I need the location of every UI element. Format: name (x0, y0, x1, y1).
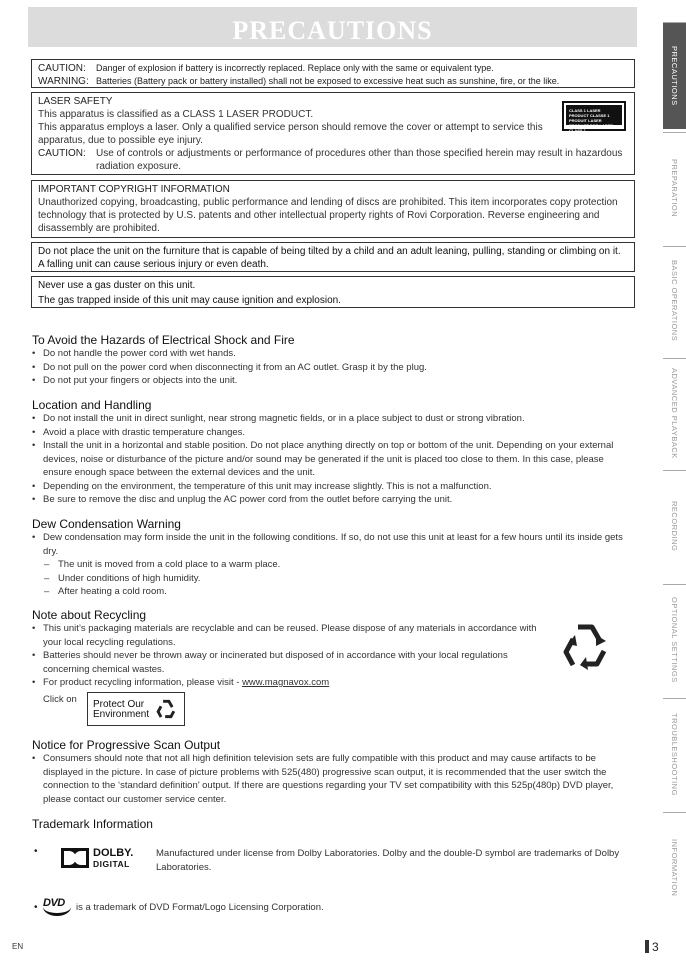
tab-preparation[interactable] (663, 132, 686, 243)
click-on-label: Click on (43, 694, 77, 705)
copyright-box (31, 180, 635, 238)
tab-information[interactable] (663, 812, 686, 923)
gas-line1: Never use a gas duster on this unit. (38, 280, 196, 291)
location-list (32, 412, 632, 507)
list-item: • Do not put your fingers or objects into the unit. (32, 374, 632, 388)
copyright-text: Unauthorized copying, broadcasting, public performance and lending of discs are prohibited. This item incorporates copy protection technology that is protected by U.S. patents and other intellectual property rights of Rovi Corporation. Reverse engineering and disassembly are prohibited. (38, 197, 618, 234)
list-item: • Dew condensation may form inside the unit in the following conditions. If so, do not use this unit at least for a few hours until its inside gets dry. (32, 531, 632, 558)
language-code: EN (12, 942, 24, 951)
shock-heading: To Avoid the Hazards of Electrical Shock and Fire (32, 333, 295, 347)
laser-class-label (562, 101, 626, 131)
dew-heading: Dew Condensation Warning (32, 517, 181, 531)
tab-optional-settings[interactable] (663, 584, 686, 695)
list-item: • Install the unit in a horizontal and stable position. Do not place anything directly on top or bottom of the unit. Depending on your external devices, noise or disturbance of the picture and/or sound may be generated if the unit is placed too close to them. In this case, please ensure enough space between the external devices and the unit. (32, 439, 632, 480)
list-item: • Do not install the unit in direct sunlight, near strong magnetic fields, or in a place subject to dust or strong vibration. (32, 412, 632, 426)
bullet: • (34, 902, 38, 913)
recycle-small-icon (154, 698, 178, 722)
tilt-warning-box (31, 242, 635, 272)
dolby-logo (59, 846, 135, 870)
trademark-heading: Trademark Information (32, 817, 153, 831)
dew-list (32, 531, 632, 599)
tab-label: BASIC OPERATIONS (670, 260, 679, 342)
tab-troubleshooting[interactable] (663, 698, 686, 809)
recycling-heading: Note about Recycling (32, 608, 147, 622)
protect-line1: Protect Our (93, 699, 145, 710)
copyright-heading: IMPORTANT COPYRIGHT INFORMATION (38, 184, 230, 195)
list-item: • Batteries should never be thrown away or incinerated but disposed of in accordance with your local regulations concerning chemical wastes. (32, 649, 542, 676)
page-number: 3 (652, 940, 659, 954)
magnavox-link[interactable]: www.magnavox.com (242, 677, 330, 688)
tab-recording[interactable] (663, 470, 686, 581)
tab-label: PRECAUTIONS (670, 46, 679, 106)
dolby-text: Manufactured under license from Dolby Laboratories. Dolby and the double-D symbol are trademarks of Dolby Laboratories. (156, 848, 620, 873)
shock-list (32, 347, 632, 388)
protect-line2: Environment (93, 709, 150, 720)
laser-safety-box (31, 92, 635, 175)
caution-box (31, 59, 635, 88)
laser-caution-text: Use of controls or adjustments or performance of procedures other than those specified herein may result in hazardous radiation exposure. (96, 148, 623, 172)
list-item: • Be sure to remove the disc and unplug the AC power cord from the outlet before carrying the unit. (32, 493, 632, 507)
laser-heading: LASER SAFETY (38, 96, 113, 107)
progressive-heading: Notice for Progressive Scan Output (32, 738, 221, 752)
dolby-logo-text1: DOLBY. (93, 847, 134, 859)
dvd-logo: DVD (43, 898, 71, 916)
tab-label: PREPARATION (670, 158, 679, 218)
warning-label: WARNING: (38, 76, 89, 87)
tab-label: INFORMATION (670, 839, 679, 897)
tab-label: TROUBLESHOOTING (670, 712, 679, 796)
list-item: • Do not handle the power cord with wet hands. (32, 347, 632, 361)
laser-line2: This apparatus employs a laser. Only a qualified service person should remove the cover or attempt to service this apparatus, due to possible eye injury. (38, 122, 543, 146)
laser-caution-label: CAUTION: (38, 148, 86, 159)
bullet: • (34, 846, 38, 857)
laser-line1: This apparatus is classified as a CLASS 1 LASER PRODUCT. (38, 109, 314, 120)
sub-item: – Under conditions of high humidity. (32, 572, 632, 586)
list-item: • Do not pull on the power cord when disconnecting it from an AC outlet. Grasp it by the plug. (32, 361, 632, 375)
page-title: PRECAUTIONS (232, 16, 433, 45)
dolby-dd-icon (61, 848, 89, 868)
progressive-list (32, 752, 632, 806)
dvd-text: is a trademark of DVD Format/Logo Licensing Corporation. (76, 902, 324, 913)
list-item: • This unit’s packaging materials are recyclable and can be reused. Please dispose of any materials in accordance with your local recycling regulations. (32, 622, 542, 649)
sub-item: – After heating a cold room. (32, 585, 632, 599)
gas-line2: The gas trapped inside of this unit may cause ignition and explosion. (38, 295, 341, 306)
caution-text: Danger of explosion if battery is incorrectly replaced. Replace only with the same or equivalent type. (96, 63, 494, 73)
caution-label: CAUTION: (38, 63, 86, 74)
tab-advanced-playback[interactable] (663, 358, 686, 467)
tab-label: OPTIONAL SETTINGS (670, 597, 679, 683)
dolby-logo-text2: DIGITAL (93, 859, 130, 869)
title-bar (28, 7, 637, 47)
recycling-list (32, 622, 542, 690)
tilt-text: Do not place the unit on the furniture that is capable of being tilted by a child and an adult leaning, pulling, standing or climbing on it. A falling unit can cause serious injury or even death. (38, 246, 621, 270)
list-item (32, 676, 542, 690)
tab-label: ADVANCED PLAYBACK (670, 367, 679, 459)
laser-label-text: CLASS 1 LASER PRODUCT CLASSE 1 PRODUIT LASER PRODUCT FOR LASER CLASS 1 (566, 105, 622, 125)
gas-duster-box (31, 276, 635, 308)
location-heading: Location and Handling (32, 398, 152, 412)
sub-item: – The unit is moved from a cold place to a warm place. (32, 558, 632, 572)
page-number-bar (645, 940, 649, 953)
recycle-icon (556, 619, 614, 677)
tab-basic-operations[interactable] (663, 246, 686, 355)
tab-precautions[interactable] (663, 22, 686, 129)
tab-label: RECORDING (670, 500, 679, 552)
list-item: • Avoid a place with drastic temperature changes. (32, 426, 632, 440)
list-item: • Depending on the environment, the temperature of this unit may increase slightly. This is not a malfunction. (32, 480, 632, 494)
recycling-visit-text: For product recycling information, please visit - (43, 677, 243, 688)
list-item: • Consumers should note that not all high definition television sets are fully compatible with this product and may cause artifacts to be displayed in the picture. In case of picture problems with 525(480) progressive scan output, it is recommended that the user switch the connection to the ‘standard definition’ output. If there are questions regarding your TV set compatibility with this 525p(480p) DVD player, please contact our customer service center. (32, 752, 632, 806)
protect-environment-button[interactable] (87, 692, 185, 726)
warning-text: Batteries (Battery pack or battery installed) shall not be exposed to excessive heat such as sunshine, fire, or the like. (96, 76, 560, 86)
